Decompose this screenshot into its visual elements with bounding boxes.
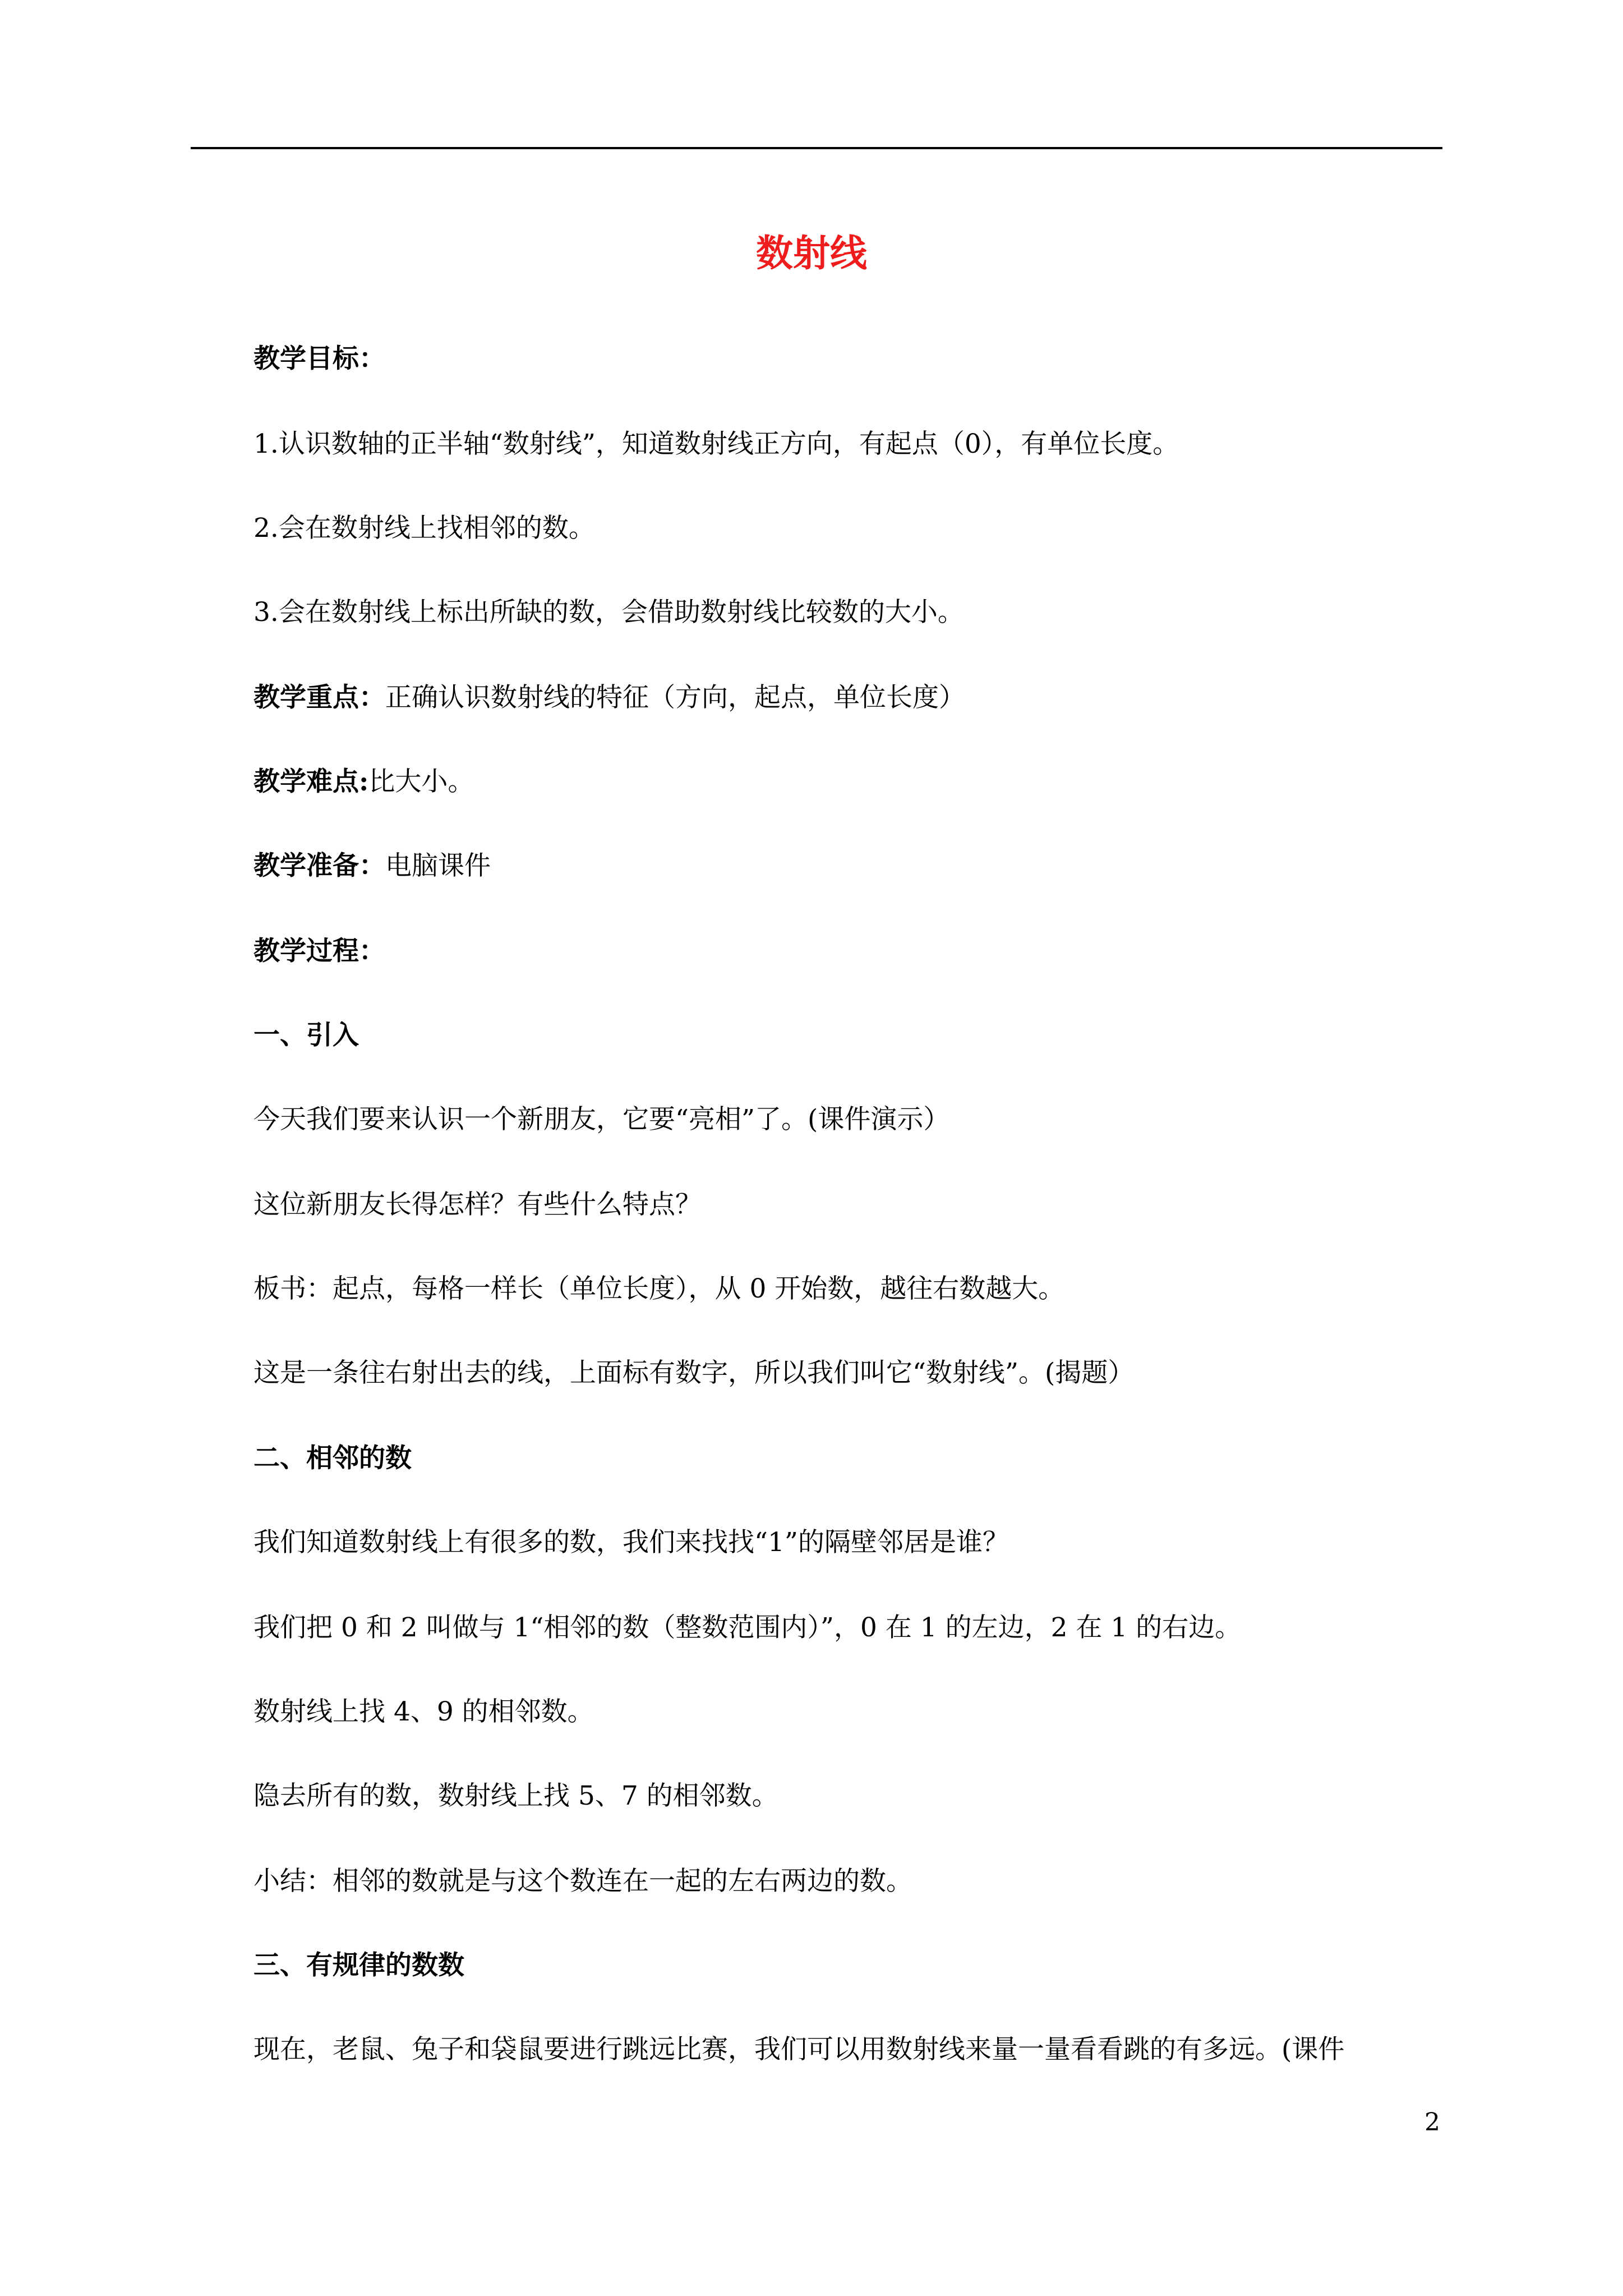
difficulty-text: 比大小。 <box>368 766 474 797</box>
section-3-heading: 三、有规律的数数 <box>253 1950 464 1981</box>
process-heading: 教学过程： <box>253 936 385 967</box>
objective-3: 3.会在数射线上标出所缺的数，会借助数射线比较数的大小。 <box>253 597 964 628</box>
preparation-line <box>253 850 1442 882</box>
page-number: 2 <box>1424 2108 1440 2137</box>
page-title: 数射线 <box>756 231 867 275</box>
key-point-line <box>253 682 1442 714</box>
difficulty-label: 教学难点: <box>253 766 369 797</box>
section-1-heading: 一、引入 <box>253 1020 359 1051</box>
section-1-paragraph-3: 板书：起点，每格一样长（单位长度），从 0 开始数，越往右数越大。 <box>253 1273 1065 1304</box>
section-2-paragraph-4: 隐去所有的数，数射线上找 5、7 的相邻数。 <box>253 1780 778 1811</box>
preparation-label: 教学准备： <box>253 850 385 881</box>
section-1-paragraph-4: 这是一条往右射出去的线，上面标有数字，所以我们叫它“数射线”。(揭题） <box>253 1358 1135 1388</box>
section-2-paragraph-2: 我们把 0 和 2 叫做与 1“相邻的数（整数范围内）”，0 在 1 的左边，2 在 1 的右边。 <box>253 1612 1242 1643</box>
objectives-heading: 教学目标： <box>253 343 385 374</box>
section-3-paragraph-1: 现在，老鼠、兔子和袋鼠要进行跳远比赛，我们可以用数射线来量一量看看跳的有多远。(课件 <box>253 2034 1345 2065</box>
section-2-paragraph-3: 数射线上找 4、9 的相邻数。 <box>253 1696 594 1727</box>
header-rule <box>191 147 1442 149</box>
section-1-paragraph-1: 今天我们要来认识一个新朋友，它要“亮相”了。(课件演示） <box>253 1104 950 1135</box>
section-2-paragraph-5: 小结：相邻的数就是与这个数连在一起的左右两边的数。 <box>253 1866 912 1897</box>
preparation-text: 电脑课件 <box>385 850 491 881</box>
section-2-heading: 二、相邻的数 <box>253 1443 412 1474</box>
difficulty-line <box>253 766 1442 798</box>
objective-2: 2.会在数射线上找相邻的数。 <box>253 513 595 544</box>
key-point-label: 教学重点： <box>253 682 385 713</box>
section-1-paragraph-2: 这位新朋友长得怎样？有些什么特点？ <box>253 1189 702 1220</box>
section-2-paragraph-1: 我们知道数射线上有很多的数，我们来找找“1”的隔壁邻居是谁？ <box>253 1527 1009 1558</box>
key-point-text: 正确认识数射线的特征（方向，起点，单位长度） <box>385 682 965 713</box>
objective-1: 1.认识数轴的正半轴“数射线”，知道数射线正方向，有起点（0），有单位长度。 <box>253 429 1179 459</box>
